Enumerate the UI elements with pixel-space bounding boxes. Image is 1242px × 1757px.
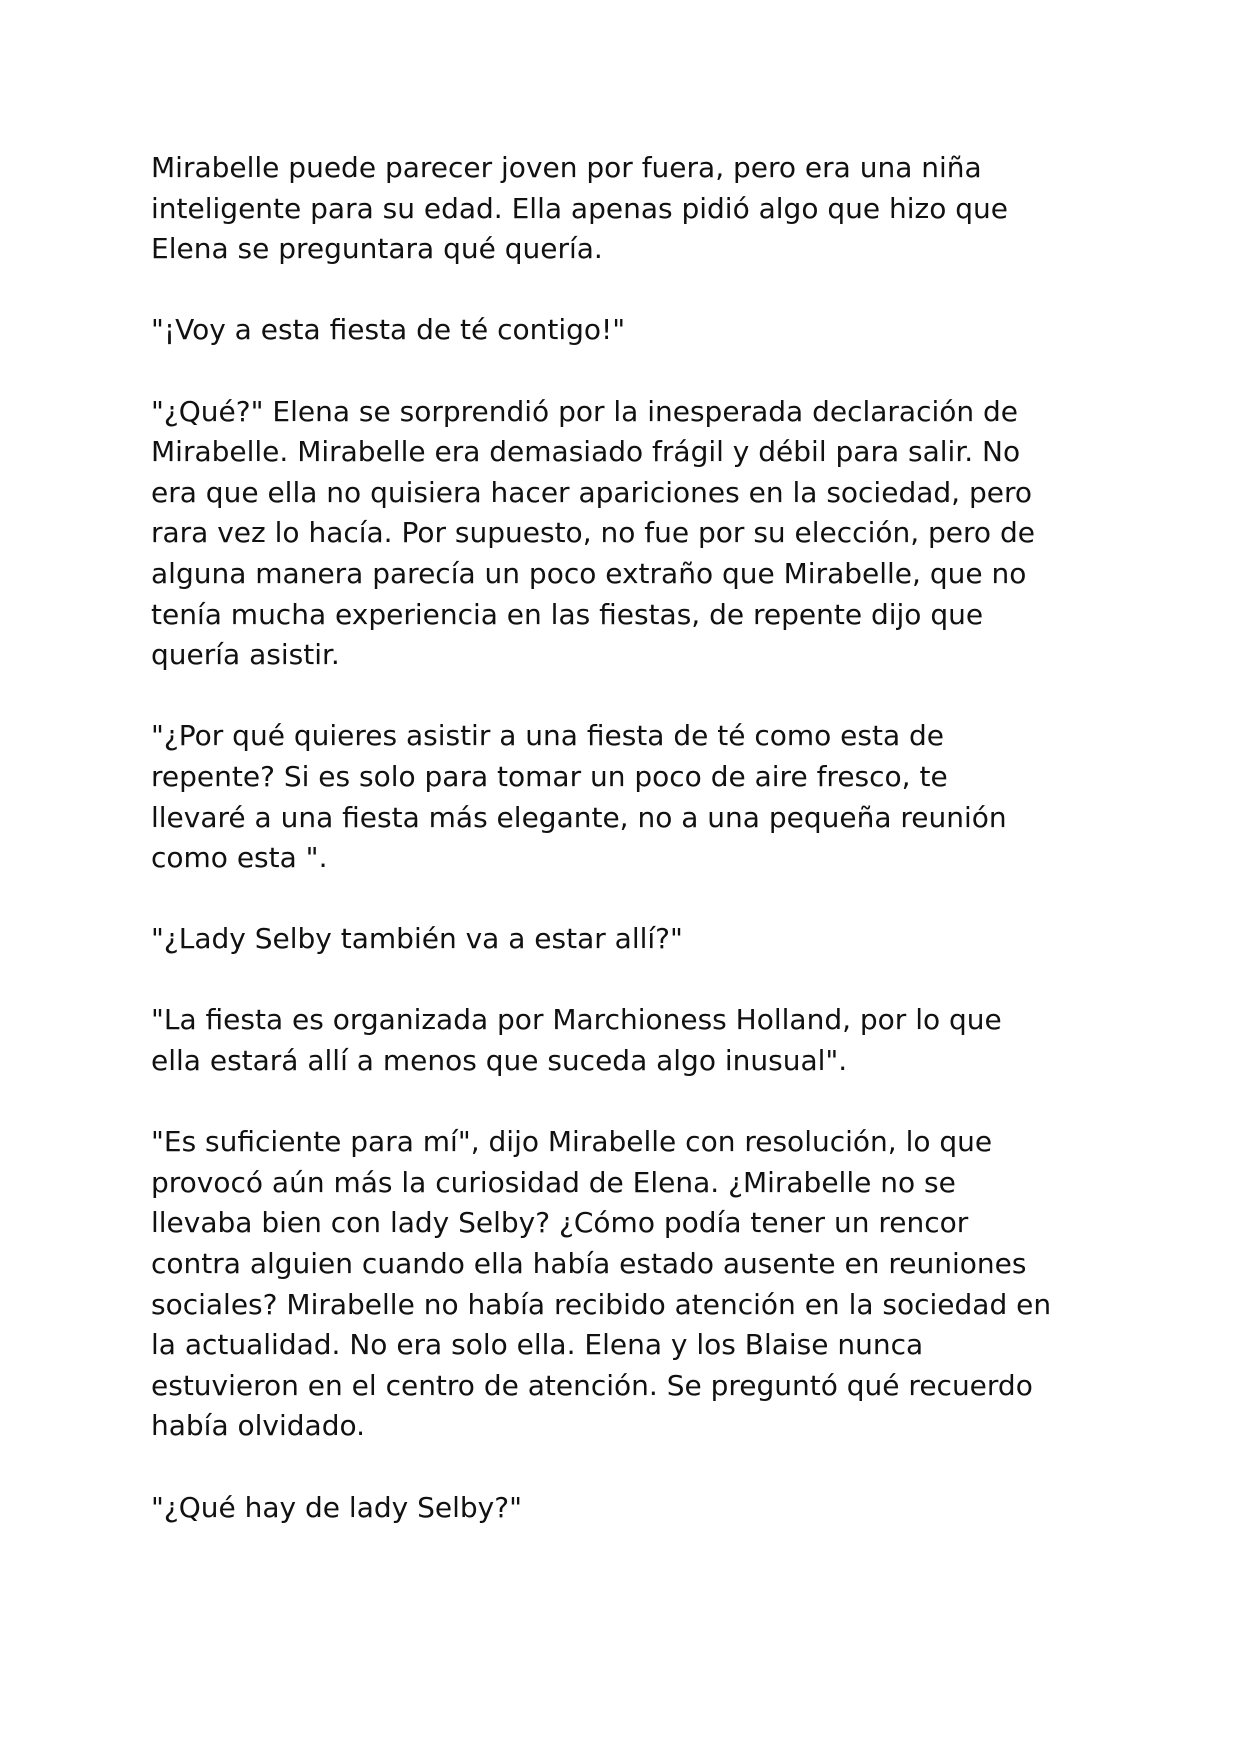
paragraph-2: "¡Voy a esta fiesta de té contigo!" (151, 313, 626, 347)
paragraph-5: "¿Lady Selby también va a estar allí?" (151, 922, 683, 956)
paragraph-8: "¿Qué hay de lady Selby?" (151, 1490, 522, 1524)
body-text (151, 148, 1101, 1569)
paragraph-6: "La fiesta es organizada por Marchioness Holland, por lo que ella estará allí a menos que suceda algo inusual". (151, 1003, 1002, 1078)
paragraph-4: "¿Por qué quieres asistir a una fiesta de té como esta de repente? Si es solo para tomar un poco de aire fresco, te llevaré a una fiesta más elegante, no a una pequeña reunión como esta ". (151, 719, 1007, 875)
paragraph-3: "¿Qué?" Elena se sorprendió por la inesperada declaración de Mirabelle. Mirabelle era demasiado frágil y débil para salir. No era que ella no quisiera hacer apariciones en la sociedad, pero rara vez lo hacía. Por supuesto, no fue por su elección, pero de alguna manera parecía un poco extraño que Mirabelle, que no tenía mucha experiencia en las fiestas, de repente dijo que quería asistir. (151, 394, 1035, 672)
paragraph-1: Mirabelle puede parecer joven por fuera, pero era una niña inteligente para su edad. Ella apenas pidió algo que hizo que Elena se preguntara qué quería. (151, 151, 1008, 266)
paragraph-7: "Es suficiente para mí", dijo Mirabelle con resolución, lo que provocó aún más la curiosidad de Elena. ¿Mirabelle no se llevaba bien con lady Selby? ¿Cómo podía tener un rencor contra alguien cuando ella había estado ausente en reuniones sociales? Mirabelle no había recibido atención en la sociedad en la actualidad. No era solo ella. Elena y los Blaise nunca estuvieron en el centro de atención. Se preguntó qué recuerdo había olvidado. (151, 1125, 1052, 1443)
